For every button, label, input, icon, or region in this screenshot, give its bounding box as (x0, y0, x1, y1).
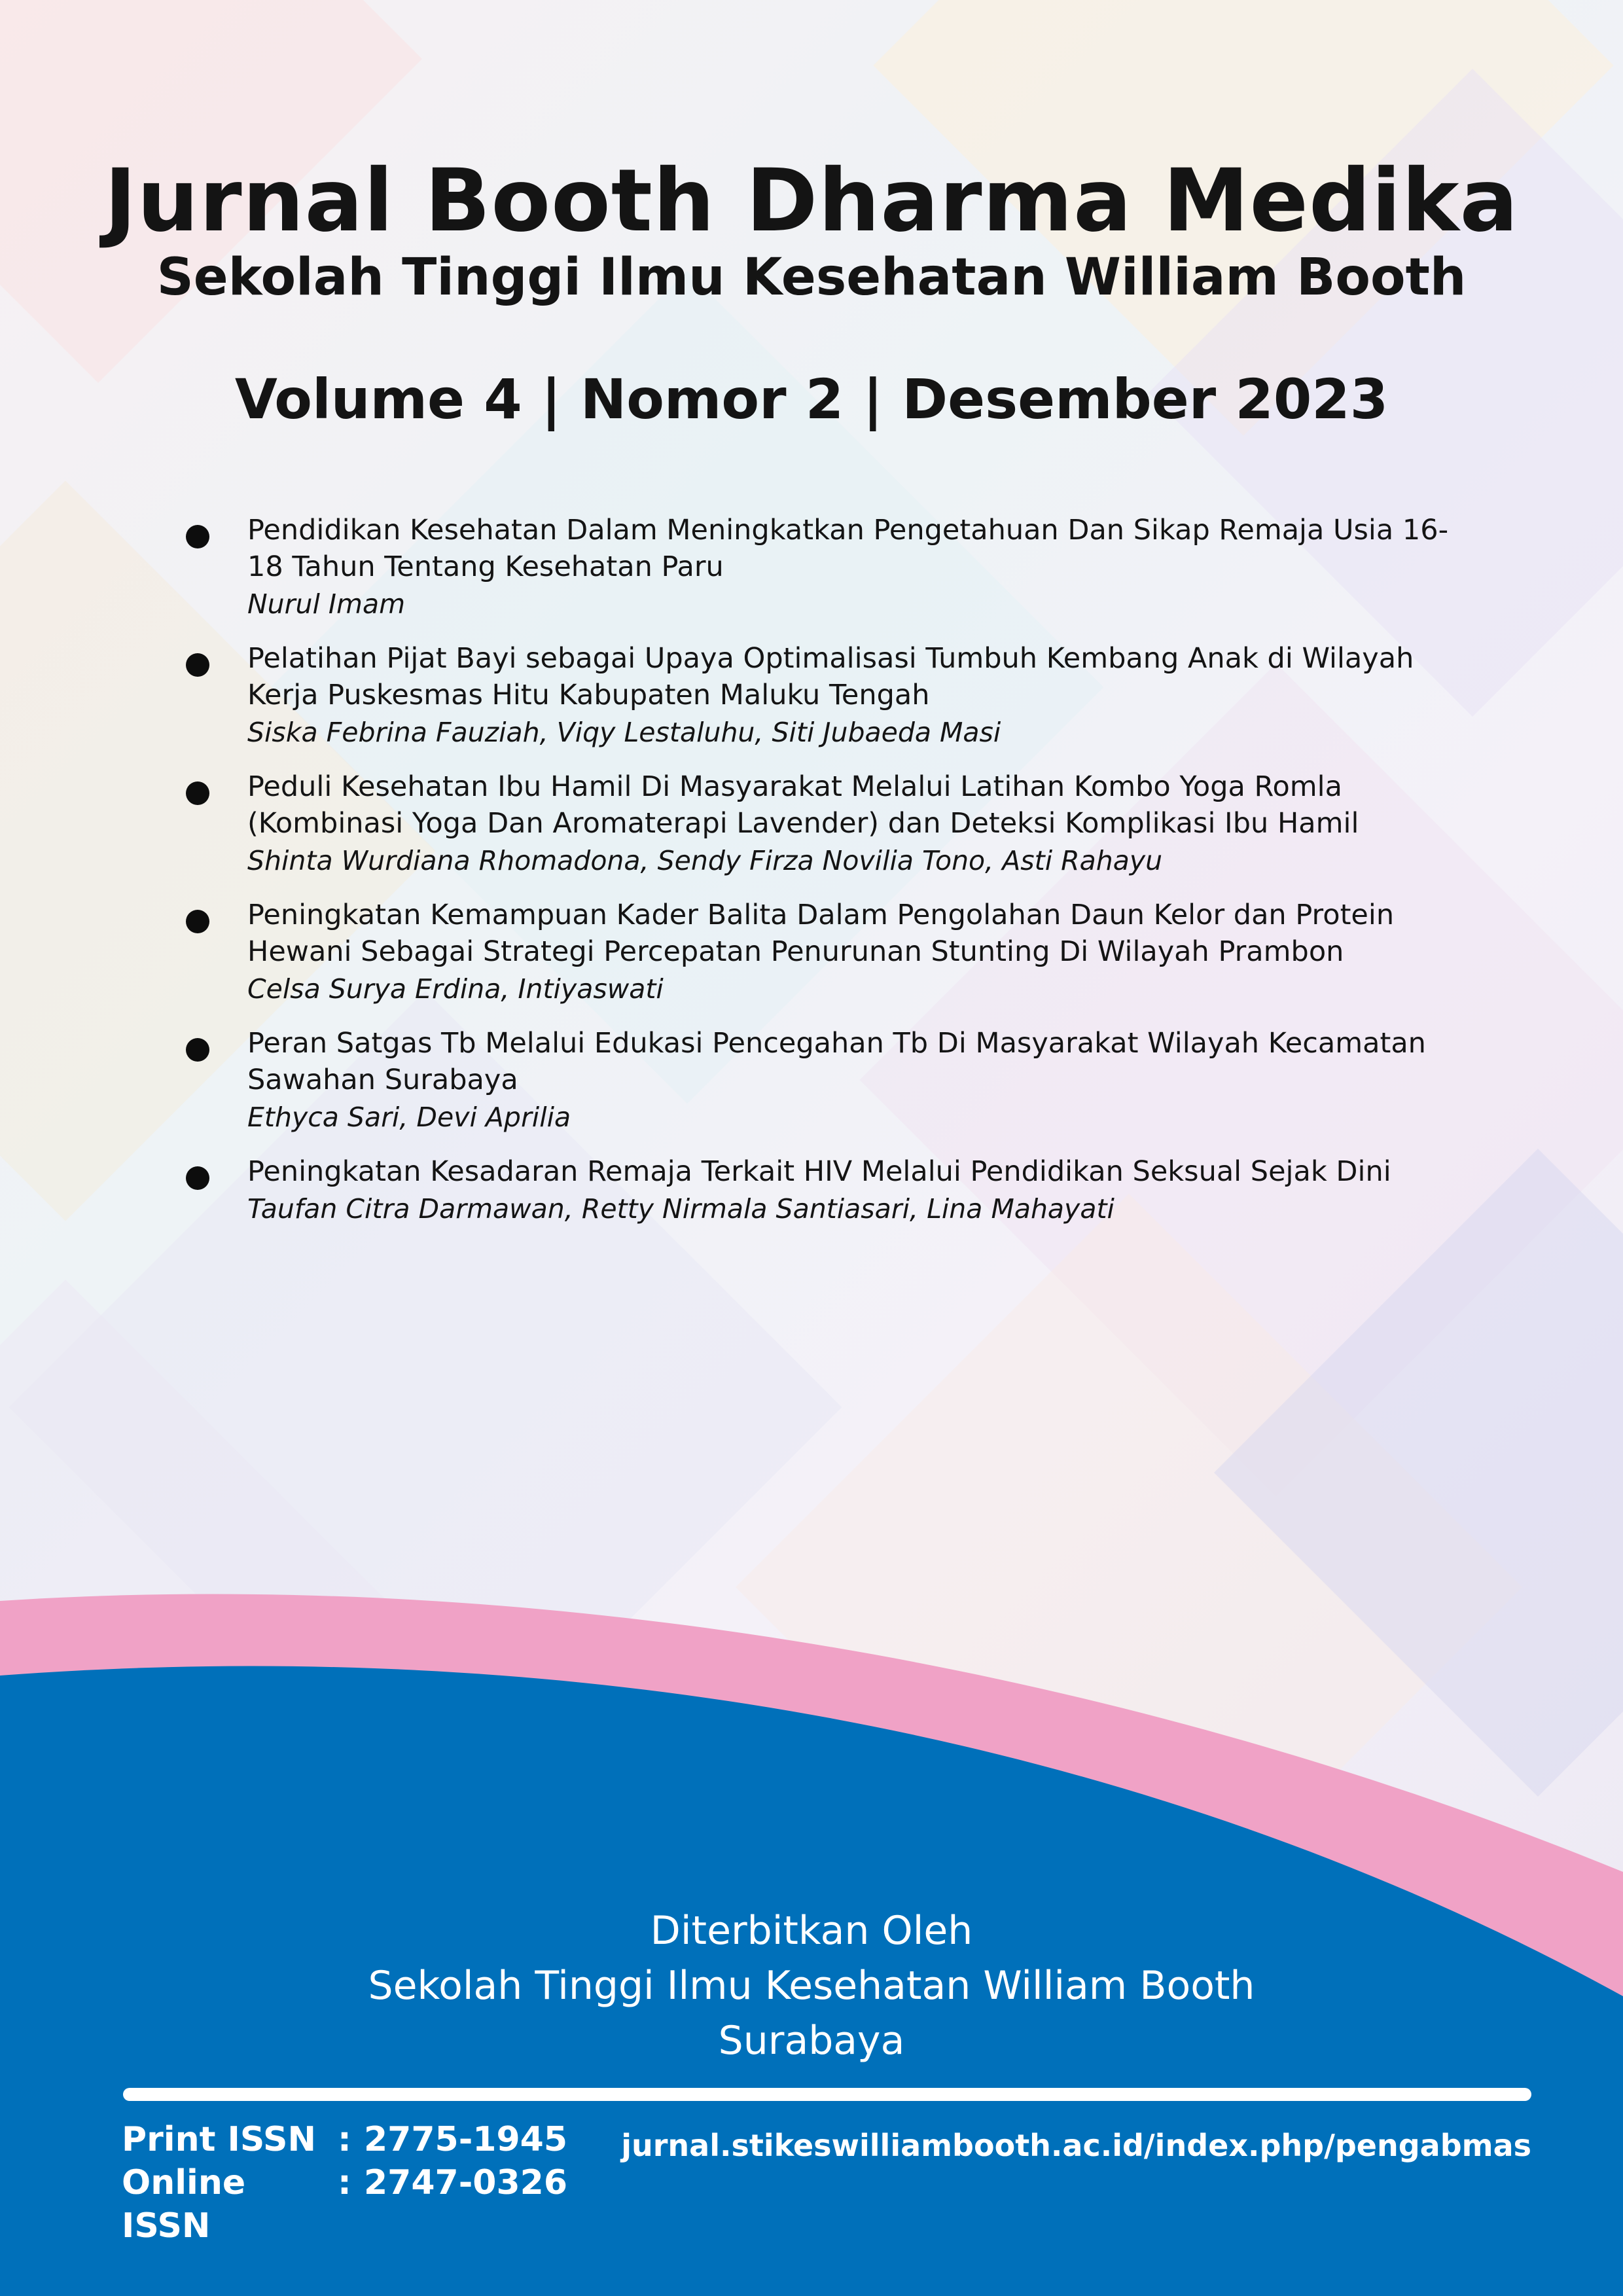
bullet-icon (186, 525, 209, 548)
article-authors: Shinta Wurdiana Rhomadona, Sendy Firza Novilia Tono, Asti Rahayu (247, 845, 1163, 876)
bullet-icon (186, 1166, 209, 1190)
article-title: Peran Satgas Tb Melalui Edukasi Pencegahan Tb Di Masyarakat Wilayah Kecamatan Sawahan Surabaya (247, 1027, 1426, 1096)
print-issn-separator: : (338, 2120, 351, 2159)
article-authors: Nurul Imam (247, 588, 406, 620)
online-issn-label: Online ISSN (122, 2163, 246, 2246)
publisher-block (0, 1903, 1623, 2068)
online-issn-row (122, 2161, 567, 2248)
online-issn-separator: : (338, 2163, 351, 2202)
bullet-icon (186, 653, 209, 677)
bullet-icon (186, 781, 209, 805)
print-issn-label: Print ISSN (122, 2120, 316, 2159)
article-item (183, 1153, 1466, 1228)
journal-website-link[interactable]: jurnal.stikeswilliambooth.ac.id/index.php/pengabmas (621, 2128, 1531, 2163)
article-item (183, 768, 1466, 880)
article-item (183, 1025, 1466, 1136)
article-authors: Taufan Citra Darmawan, Retty Nirmala Santiasari, Lina Mahayati (247, 1193, 1115, 1225)
institution-name: Sekolah Tinggi Ilmu Kesehatan William Booth (156, 248, 1467, 307)
publisher-heading: Diterbitkan Oleh (650, 1908, 973, 1954)
article-authors: Ethyca Sari, Devi Aprilia (247, 1102, 571, 1133)
publisher-city: Surabaya (718, 2018, 905, 2064)
article-item (183, 512, 1466, 623)
article-authors: Celsa Surya Erdina, Intiyaswati (247, 973, 664, 1005)
bullet-icon (186, 910, 209, 933)
issue-info: Volume 4 | Nomor 2 | Desember 2023 (234, 367, 1389, 431)
article-title: Peduli Kesehatan Ibu Hamil Di Masyarakat Melalui Latihan Kombo Yoga Romla (Kombinasi Yoga Dan Aromaterapi Lavender) dan Deteksi Komplikasi Ibu Hamil (247, 770, 1359, 840)
article-title: Peningkatan Kemampuan Kader Balita Dalam Pengolahan Daun Kelor dan Protein Hewani Sebagai Strategi Percepatan Penurunan Stunting Di Wilayah Prambon (247, 899, 1395, 968)
article-title: Peningkatan Kesadaran Remaja Terkait HIV Melalui Pendidikan Seksual Sejak Dini (247, 1155, 1391, 1188)
article-title: Pendidikan Kesehatan Dalam Meningkatkan Pengetahuan Dan Sikap Remaja Usia 16-18 Tahun Tentang Kesehatan Paru (247, 514, 1449, 583)
online-issn-value: 2747-0326 (364, 2163, 568, 2202)
article-authors: Siska Febrina Fauziah, Viqy Lestaluhu, Siti Jubaeda Masi (247, 717, 1001, 748)
bullet-icon (186, 1038, 209, 1062)
article-item (183, 897, 1466, 1008)
article-list (183, 512, 1466, 1245)
footer-divider (123, 2088, 1531, 2101)
issn-block (122, 2118, 567, 2248)
journal-title: Jurnal Booth Dharma Medika (104, 151, 1519, 251)
article-title: Pelatihan Pijat Bayi sebagai Upaya Optimalisasi Tumbuh Kembang Anak di Wilayah Kerja Puskesmas Hitu Kabupaten Maluku Tengah (247, 642, 1414, 711)
article-item (183, 640, 1466, 751)
publisher-name: Sekolah Tinggi Ilmu Kesehatan William Booth (368, 1963, 1255, 2009)
print-issn-row (122, 2118, 567, 2161)
print-issn-value: 2775-1945 (364, 2120, 568, 2159)
